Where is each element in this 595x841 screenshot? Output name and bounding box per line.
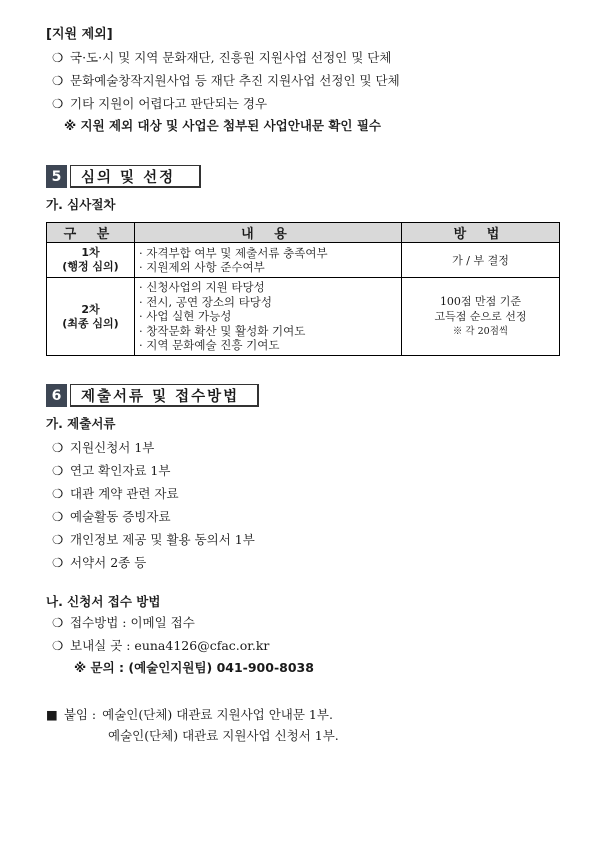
review-procedure-table <box>46 222 560 356</box>
section-title: 심의 및 선정 <box>70 165 201 188</box>
section-5-header <box>46 165 201 188</box>
list-item: ❍ 문화예술창작지원사업 등 재단 추진 지원사업 선정인 및 단체 <box>52 73 400 88</box>
circle-bullet-icon: ❍ <box>52 509 64 524</box>
list-item: ❍ 접수방법 : 이메일 접수 <box>52 615 195 630</box>
list-item: ❍ 개인정보 제공 및 활용 동의서 1부 <box>52 532 255 547</box>
circle-bullet-icon: ❍ <box>52 50 64 65</box>
exclusion-heading: [지원 제외] <box>46 27 113 42</box>
stage-cell: 1차 (행정 심의) <box>47 243 135 278</box>
list-item: ❍ 연고 확인자료 1부 <box>52 463 171 478</box>
table-header-row <box>47 223 560 243</box>
list-item: ❍ 기타 지원이 어렵다고 판단되는 경우 <box>52 96 268 111</box>
list-item: ❍ 예술활동 증빙자료 <box>52 509 171 524</box>
table-row <box>47 243 560 278</box>
list-item: ❍ 대관 계약 관련 자료 <box>52 486 179 501</box>
list-item: ❍ 지원신청서 1부 <box>52 440 155 455</box>
circle-bullet-icon: ❍ <box>52 463 64 478</box>
header-content: 내 용 <box>135 223 402 243</box>
list-item: ❍ 보내실 곳 : euna4126@cfac.or.kr <box>52 638 270 653</box>
square-bullet-icon: ■ <box>46 707 58 722</box>
method-cell: 가 / 부 결정 <box>402 243 560 278</box>
list-item: ❍ 서약서 2종 등 <box>52 555 147 570</box>
section-6-header <box>46 384 259 407</box>
attachment-label: 붙임 : <box>63 707 97 722</box>
submission-method-heading: 나. 신청서 접수 방법 <box>46 594 161 609</box>
circle-bullet-icon: ❍ <box>52 638 64 653</box>
section-number: 6 <box>46 384 67 407</box>
section-title: 제출서류 및 접수방법 <box>70 384 259 407</box>
circle-bullet-icon: ❍ <box>52 96 64 111</box>
review-procedure-heading: 가. 심사절차 <box>46 197 116 212</box>
list-item: ❍ 국·도·시 및 지역 문화재단, 진흥원 지원사업 선정인 및 단체 <box>52 50 392 65</box>
circle-bullet-icon: ❍ <box>52 73 64 88</box>
circle-bullet-icon: ❍ <box>52 532 64 547</box>
stage-cell: 2차 (최종 심의) <box>47 278 135 356</box>
method-cell: 100점 만점 기준 고득점 순으로 선정 ※ 각 20점씩 <box>402 278 560 356</box>
content-cell: · 자격부합 여부 및 제출서류 충족여부 · 지원제외 사항 준수여부 <box>135 243 402 278</box>
documents-heading: 가. 제출서류 <box>46 416 116 431</box>
attachment-item: 예술인(단체) 대관료 지원사업 안내문 1부. <box>102 707 333 722</box>
circle-bullet-icon: ❍ <box>52 615 64 630</box>
contact-info: ※ 문의 : (예술인지원팀) 041-900-8038 <box>74 660 314 675</box>
circle-bullet-icon: ❍ <box>52 486 64 501</box>
attachment-line <box>46 707 333 723</box>
circle-bullet-icon: ❍ <box>52 555 64 570</box>
circle-bullet-icon: ❍ <box>52 440 64 455</box>
exclusion-note: ※ 지원 제외 대상 및 사업은 첨부된 사업안내문 확인 필수 <box>64 118 381 133</box>
table-row <box>47 278 560 356</box>
section-number: 5 <box>46 165 67 188</box>
attachment-item: 예술인(단체) 대관료 지원사업 신청서 1부. <box>108 728 339 743</box>
header-method: 방 법 <box>402 223 560 243</box>
content-cell: · 신청사업의 지원 타당성 · 전시, 공연 장소의 타당성 · 사업 실현 가능성 · 창작문화 확산 및 활성화 기여도 · 지역 문화예술 진흥 기여도 <box>135 278 402 356</box>
header-category: 구 분 <box>47 223 135 243</box>
